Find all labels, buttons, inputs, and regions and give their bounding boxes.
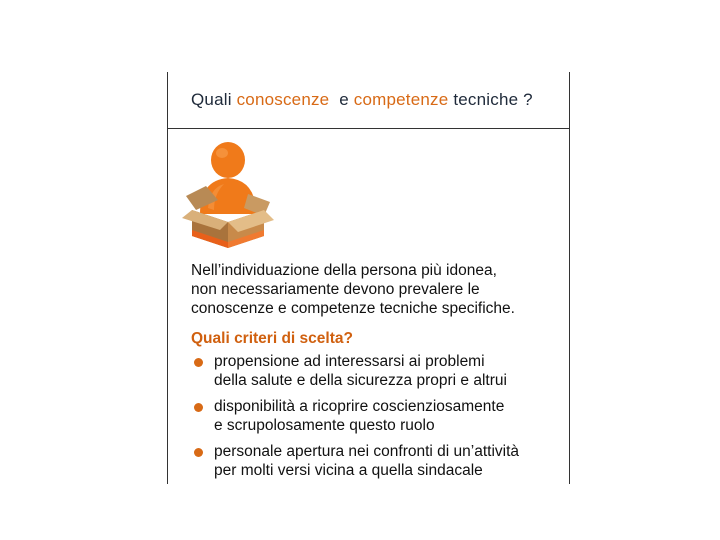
bullet-dot-icon xyxy=(194,448,203,457)
criteria-list xyxy=(191,352,571,487)
list-item-line: della salute e della sicurezza propri e altrui xyxy=(214,372,507,389)
title-keyword-conoscenze: conoscenze xyxy=(236,90,330,109)
title-word: Quali xyxy=(191,90,237,109)
bullet-dot-icon xyxy=(194,403,203,412)
title-divider xyxy=(167,128,570,129)
list-item-line: per molti versi vicina a quella sindacale xyxy=(214,462,483,479)
bullet-dot-icon xyxy=(194,358,203,367)
title-keyword-competenze: competenze xyxy=(353,90,449,109)
list-item xyxy=(191,397,571,435)
intro-line: Nell’individuazione della persona più idonea, xyxy=(191,262,497,279)
title-word: tecniche xyxy=(448,90,519,109)
title-question-mark: ? xyxy=(518,90,533,109)
slide-title xyxy=(191,90,533,110)
title-word: e xyxy=(329,90,354,109)
list-item xyxy=(191,352,571,390)
criteria-heading: Quali criteri di scelta? xyxy=(191,330,353,347)
list-item xyxy=(191,442,571,480)
list-item-line: disponibilità a ricoprire coscienziosamente xyxy=(214,398,505,415)
intro-line: non necessariamente devono prevalere le xyxy=(191,281,480,298)
list-item-line: propensione ad interessarsi ai problemi xyxy=(214,353,485,370)
intro-paragraph xyxy=(191,261,567,318)
list-item-line: personale apertura nei confronti di un’attività xyxy=(214,443,520,460)
intro-line: conoscenze e competenze tecniche specifiche. xyxy=(191,300,515,317)
frame-left-border xyxy=(167,72,168,484)
list-item-line: e scrupolosamente questo ruolo xyxy=(214,417,435,434)
person-in-box-icon xyxy=(178,138,276,252)
